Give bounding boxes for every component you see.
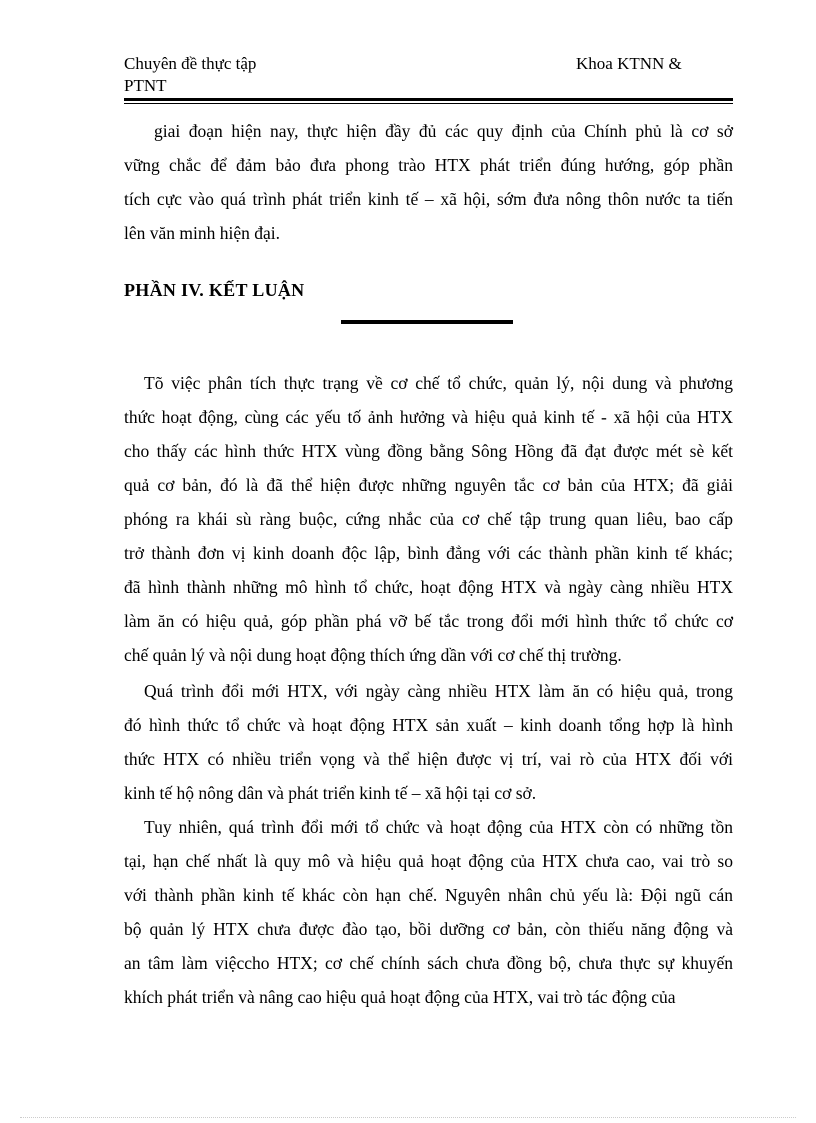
heading-underline-rule [341,320,513,324]
text-line: với thành phần kinh tế khác còn hạn chế. Nguyên nhân chủ yếu là: Đội ngũ cán [124,885,733,905]
paragraph-conclusion-2 [124,674,733,810]
paragraph-continuation [124,114,733,250]
header-course-title: Chuyên đề thực tập [124,54,257,73]
section-heading: PHẦN IV. KẾT LUẬN [124,280,305,300]
text-line: Tõ việc phân tích thực trạng về cơ chế tổ chức, quản lý, nội dung và phương [144,373,733,393]
text-line: bộ quản lý HTX chưa được đào tạo, bồi dưỡng cơ bản, còn thiếu năng động và [124,919,733,939]
text-line: lên văn minh hiện đại. [124,223,281,243]
text-line: tại, hạn chế nhất là quy mô và hiệu quả hoạt động của HTX chưa cao, vai trò so [124,851,733,871]
page-bottom-dotted-border [20,1117,796,1118]
text-line: trở thành đơn vị kinh doanh độc lập, bình đẳng với các thành phần kinh tế khác; [124,543,733,563]
text-line: chế quản lý và nội dung hoạt động thích ứng dần với cơ chế thị trường. [124,645,622,665]
running-header-right: Khoa KTNN & [576,54,682,73]
text-line: phóng ra khái sù ràng buộc, cứng nhắc của cơ chế tập trung quan liêu, bao cấp [124,509,733,529]
text-line: Tuy nhiên, quá trình đổi mới tổ chức và hoạt động của HTX còn có những tồn [144,817,733,837]
text-line: Quá trình đổi mới HTX, với ngày càng nhiều HTX làm ăn có hiệu quả, trong [144,681,733,701]
text-line: vững chắc để đảm bảo đưa phong trào HTX phát triển đúng hướng, góp phần [124,155,733,175]
text-line: đã hình thành những mô hình tổ chức, hoạt động HTX và ngày càng nhiều HTX [124,577,733,597]
header-rule-thick [124,98,733,101]
text-line: làm ăn có hiệu quả, góp phần phá vỡ bế tắc trong đổi mới hình thức tổ chức cơ [124,611,733,631]
text-line: khích phát triển và nâng cao hiệu quả hoạt động của HTX, vai trò tác động của [124,987,676,1007]
text-line: an tâm làm việccho HTX; cơ chế chính sách chưa đồng bộ, chưa thực sự khuyến [124,953,733,973]
header-rule-thin [124,103,733,104]
paragraph-conclusion-3 [124,810,733,1014]
text-line: thức hoạt động, cùng các yếu tố ảnh hưởng và hiệu quả kinh tế - xã hội của HTX [124,407,733,427]
text-line: quả cơ bản, đó là đã thể hiện được những nguyên tắc cơ bản của HTX; đã giải [124,475,733,495]
text-line: kinh tế hộ nông dân và phát triển kinh tế – xã hội tại cơ sở. [124,783,537,803]
header-course-title-cont: PTNT [124,76,167,95]
running-header-left [124,53,256,97]
text-line: tích cực vào quá trình phát triển kinh tế – xã hội, sớm đưa nông thôn nước ta tiến [124,189,733,209]
paragraph-conclusion-1 [124,366,733,672]
text-line: đó hình thức tổ chức và hoạt động HTX sản xuất – kinh doanh tổng hợp là hình [124,715,733,735]
text-line: cho thấy các hình thức HTX vùng đồng bằng Sông Hồng đã đạt được mét sè kết [124,441,733,461]
text-line: giai đoạn hiện nay, thực hiện đầy đủ các quy định của Chính phủ là cơ sở [154,121,733,141]
text-line: thức HTX có nhiều triển vọng và thể hiện được vị trí, vai rò của HTX đối với [124,749,733,769]
